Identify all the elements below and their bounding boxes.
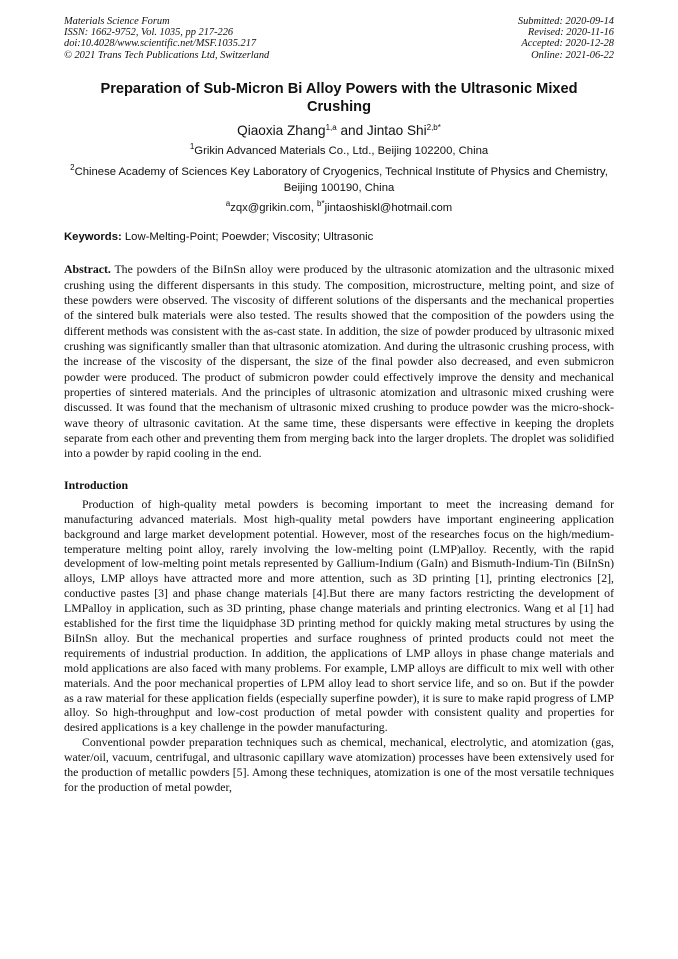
email-marker: b*	[317, 199, 325, 209]
affiliation-2	[64, 165, 614, 196]
email-address: zqx@grikin.com,	[230, 202, 318, 215]
journal-header	[64, 16, 614, 61]
email-address: jintaoshiskl@hotmail.com	[324, 202, 453, 215]
issn-line: ISSN: 1662-9752, Vol. 1035, pp 217-226	[64, 27, 234, 39]
affiliation-text: Chinese Academy of Sciences Key Laboratory of Cryogenics, Technical Institute of Physics and Chemistry, Beijing 100190, China	[74, 166, 608, 194]
journal-name: Materials Science Forum	[64, 16, 170, 27]
abstract-label: Abstract.	[64, 262, 111, 277]
publication-dates	[518, 16, 614, 61]
author-name: Jintao Shi	[366, 122, 427, 138]
revised-date: Revised: 2020-11-16	[527, 27, 614, 39]
author-superscript: 2,b*	[426, 122, 441, 132]
keywords	[64, 231, 614, 243]
email-line	[64, 199, 614, 215]
affiliation-marker: 1	[189, 141, 195, 151]
copyright-line: © 2021 Trans Tech Publications Ltd, Switzerland	[64, 49, 270, 61]
author-name: Qiaoxia Zhang	[237, 122, 326, 138]
author-conjunction: and	[336, 122, 367, 138]
affiliation-marker: 2	[70, 163, 75, 173]
body-paragraph: Conventional powder preparation techniques such as chemical, mechanical, electrolytic, and atomization (gas, water/oil, vacuum, centrifugal, and ultrasonic capillary wave atomization) processes have been extensively used for the production of metallic powders [5]. Among these techniques, atomization is one of the most versatile techniques for the production of metal powder,	[64, 735, 614, 794]
doi-line: doi:10.4028/www.scientific.net/MSF.1035.217	[64, 38, 257, 50]
paper-title: Preparation of Sub-Micron Bi Alloy Powers with the Ultrasonic Mixed Crushing	[100, 80, 578, 115]
keywords-text: Low-Melting-Point; Poewder; Viscosity; Ultrasonic	[121, 231, 374, 244]
abstract	[64, 262, 614, 461]
email-marker: a	[225, 199, 231, 209]
author-line	[64, 123, 614, 138]
accepted-date: Accepted: 2020-12-28	[521, 38, 614, 50]
author-superscript: 1,a	[325, 122, 337, 132]
journal-info	[64, 16, 269, 61]
online-date: Online: 2021-06-22	[531, 49, 614, 61]
abstract-text: The powders of the BiInSn alloy were produced by the ultrasonic atomization and the ultrasonic mixed crushing using the different dispersants in this study. The composition, microstructure, melting point, and size of these powders were observed. The viscosity of different solutions of the dispersants and the mechanical properties of the sintered bulk materials were also tested. The results showed that the composition of the powders using the different methods was consistent with the as-cast state. In addition, the size of powder produced by ultrasonic mixed crushing was significantly smaller than that ultrasonic atomization. And during the ultrasonic crushing process, with the increase of the viscosity of the dispersant, the size of the final powder also decreased, and even submicron powder were produced. The product of submicron powder could effectively improve the density and mechanical properties of sintered materials. And the principles of ultrasonic atomization and ultrasonic mixed crushing were discussed. It was found that the mechanism of ultrasonic mixed crushing to produce powder was the micro-shock-wave theory of ultrasonic cavitation. At the same time, these dispersants were effective in keeping the droplets separate from each other and preventing them from merging back into the larger droplets. The droplet was solidified into a powder by rapid cooling in the end.	[64, 262, 614, 461]
body-paragraph: Production of high-quality metal powders is becoming important to meet the increasing demand for manufacturing advanced materials. Most high-quality metal powders have important engineering application background and large market development potential. However, most of the researches focus on the high/medium-temperature melting point alloy, rarely involving the low-melting point (LMP)alloy. Recently, with the rapid development of low-melting point metals represented by Gallium-Indium (GaIn) and Bismuth-Indium-Tin (BiInSn) alloys, LMP alloys have attracted more and more attention, such as 3D printing [1], printing electronics [2], conductive pastes [3] and phase change materials [4].But there are many factors restricting the development of LMPalloy in application, such as 3D printing, phase change materials and printing electronics. Wang et al [1] had established for the first time the liquidphase 3D printing method for quickly making metal structures by using the BiInSn alloy. But the mechanical properties and surface roughness of printed products could not meet the requirements of industrial production. In addition, the applications of LMP alloys in phase change materials and mold applications are also faced with many problems. For example, LMP alloys are difficult to mix well with other materials. And the poor mechanical properties of LPM alloy lead to short service life, and so on. But if the powder as a raw material for these application fields (especially superfine powder), it is sure to make rapid progress of LMP alloy. So high-throughput and low-cost production of metal powder with consistent quality and properties for desired applications is a key challenge in the powder manufacturing.	[64, 496, 614, 735]
affiliation-text: Grikin Advanced Materials Co., Ltd., Beijing 102200, China	[194, 144, 489, 157]
section-heading-introduction: Introduction	[64, 477, 129, 492]
submitted-date: Submitted: 2020-09-14	[517, 16, 614, 27]
keywords-label: Keywords:	[64, 231, 122, 244]
affiliation-1	[64, 141, 614, 160]
